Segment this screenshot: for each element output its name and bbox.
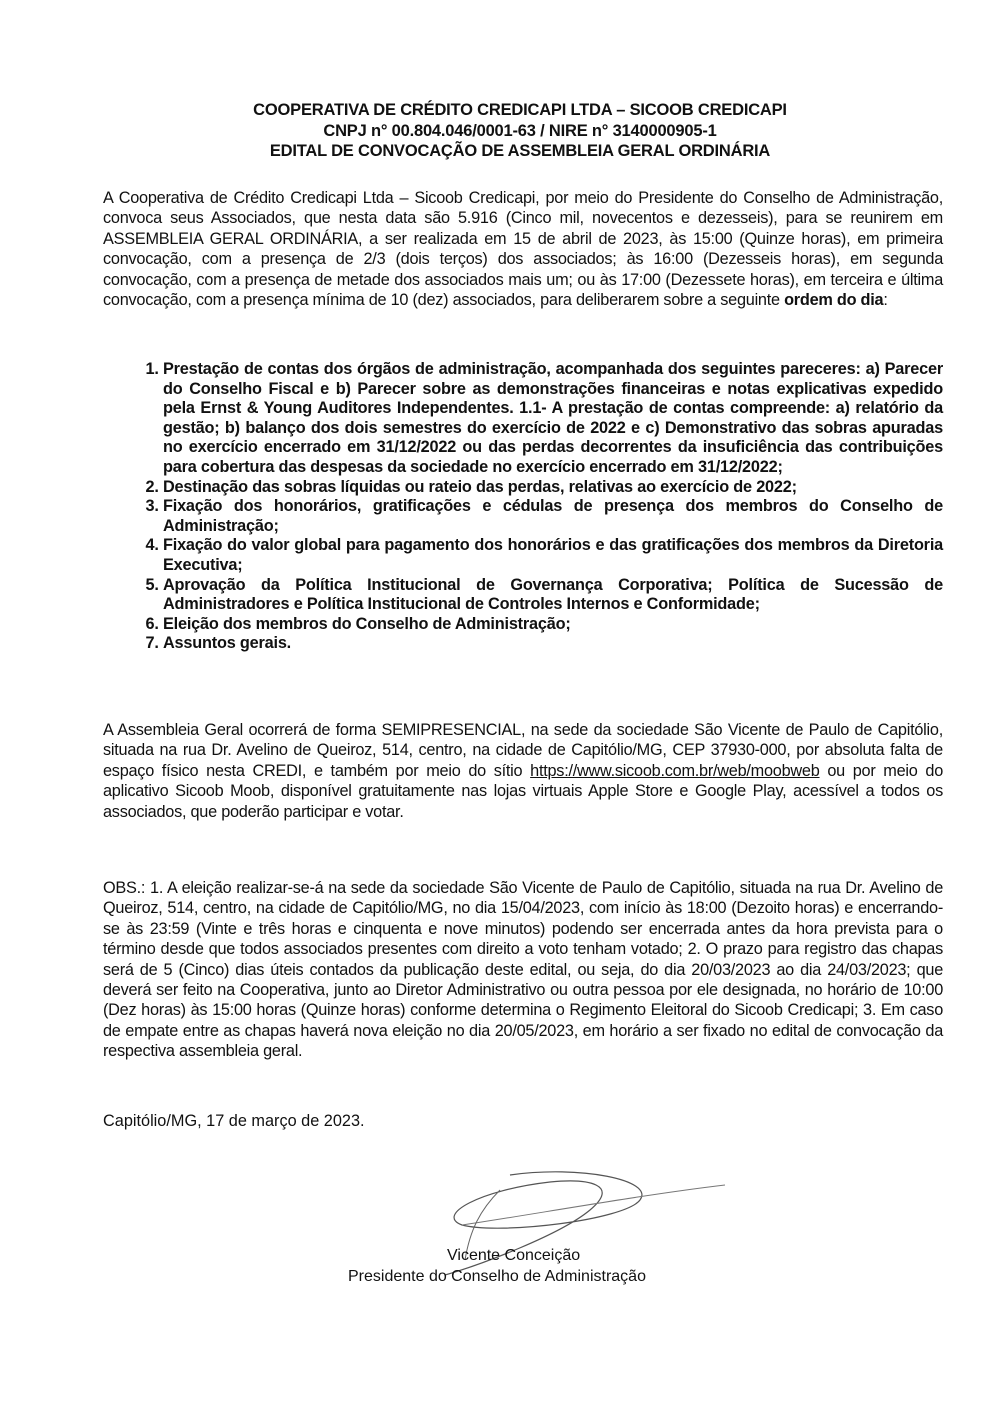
- intro-text: A Cooperativa de Crédito Credicapi Ltda – Sicoob Credicapi, por meio do Presidente do Conselho de Administração, convoca seus Associados, que nesta data são 5.916 (Cinco mil, novecentos e dezesseis), para se reunirem em ASSEMBLEIA GERAL ORDINÁRIA, a ser realizada em 15 de abril de 2023, às 15:00 (Quinze horas), em primeira convocação, com a presença de 2/3 (dois terços) dos associados; às 16:00 (Dezesseis horas), em segunda convocação, com a presença de metade dos associados mais um; ou às 17:00 (Dezessete horas), em terceira e última convocação, com a presença mínima de 10 (dez) associados, para deliberarem sobre a seguinte: [103, 189, 943, 310]
- agenda-item: 7. Assuntos gerais.: [163, 634, 943, 654]
- agenda-item: 1. Prestação de contas dos órgãos de administração, acompanhada dos seguintes pareceres: a) Parecer do Conselho Fiscal e b) Parecer sobre as demonstrações financeiras e notas explicativas expedido pela Ernst & Young Auditores Independentes. 1.1- A prestação de contas compreende: a) relatório da gestão; b) balanço dos dois semestres do exercício de 2022 e c) Demonstrativo das sobras apuradas no exercício encerrado em 31/12/2022 ou das perdas decorrentes da insuficiência das contribuições para cobertura das despesas da sociedade no exercício encerrado em 31/12/2022;: [163, 360, 943, 478]
- document-header: [100, 100, 940, 162]
- intro-paragraph: [103, 188, 943, 310]
- agenda-label: ordem do dia: [784, 291, 884, 310]
- signatory-role: Presidente do Conselho de Administração: [348, 1268, 646, 1285]
- agenda-item: 2. Destinação das sobras líquidas ou rateio das perdas, relativas ao exercício de 2022;: [163, 478, 943, 498]
- agenda-item: 6. Eleição dos membros do Conselho de Administração;: [163, 615, 943, 635]
- obs-paragraph: OBS.: 1. A eleição realizar-se-á na sede da sociedade São Vicente de Paulo de Capitólio, situada na rua Dr. Avelino de Queiroz, 514, centro, na cidade de Capitólio/MG, no dia 15/04/2023, com início às 18:00 (Dezoito horas) e encerrando-se às 23:59 (Vinte e três horas e cinquenta e nove minutos) podendo ser encerrada antes da hora prevista para o término desde que todos associados presentes com direito a voto tenham votado; 2. O prazo para registro das chapas será de 5 (Cinco) dias úteis contados da publicação deste edital, ou seja, do dia 20/03/2023 ao dia 24/03/2023; que deverá ser feito na Cooperativa, junto ao Diretor Administrativo ou outra pessoa por ele designada, no horário de 10:00 (Dez horas) às 15:00 horas (Quinze horas) conforme determina o Regimento Eleitoral do Sicoob Credicapi; 3. Em caso de empate entre as chapas haverá nova eleição no dia 20/05/2023, em horário a ser fixado no edital de convocação da respectiva assembleia geral.: [103, 879, 943, 1061]
- signatory-name: Vicente Conceição: [447, 1247, 581, 1264]
- registration-numbers: CNPJ n° 00.804.046/0001-63 / NIRE n° 3140000905-1: [323, 121, 717, 140]
- moobweb-link[interactable]: https://www.sicoob.com.br/web/moobweb: [530, 761, 820, 780]
- assembly-paragraph: [103, 720, 943, 822]
- assembly-text: A Assembleia Geral ocorrerá de forma SEMIPRESENCIAL, na sede da sociedade São Vicente de Paulo de Capitólio, situada na rua Dr. Avelino de Queiroz, 514, centro, na cidade de Capitólio/MG, CEP 37930-000, por absoluta falta de espaço físico nesta CREDI, e também por meio do sítio: [103, 721, 943, 780]
- assembly-text-end: ou por meio do aplicativo Sicoob Moob, disponível gratuitamente nas lojas virtuais Apple Store e Google Play, acessível a todos os associados, que poderão participar e votar.: [103, 761, 943, 821]
- intro-end: :: [883, 291, 888, 310]
- agenda-item: 3. Fixação dos honorários, gratificações e cédulas de presença dos membros do Conselho de Administração;: [163, 497, 943, 536]
- cooperative-name: COOPERATIVA DE CRÉDITO CREDICAPI LTDA – SICOOB CREDICAPI: [253, 101, 787, 119]
- place-date: Capitólio/MG, 17 de março de 2023.: [103, 1112, 365, 1130]
- agenda-list: [103, 360, 943, 654]
- agenda-item: 4. Fixação do valor global para pagamento dos honorários e das gratificações dos membros da Diretoria Executiva;: [163, 536, 943, 575]
- agenda-item: 5. Aprovação da Política Institucional de Governança Corporativa; Política de Sucessão de Administradores e Política Institucional de Controles Internos e Conformidade;: [163, 576, 943, 615]
- document-title: EDITAL DE CONVOCAÇÃO DE ASSEMBLEIA GERAL ORDINÁRIA: [269, 142, 771, 160]
